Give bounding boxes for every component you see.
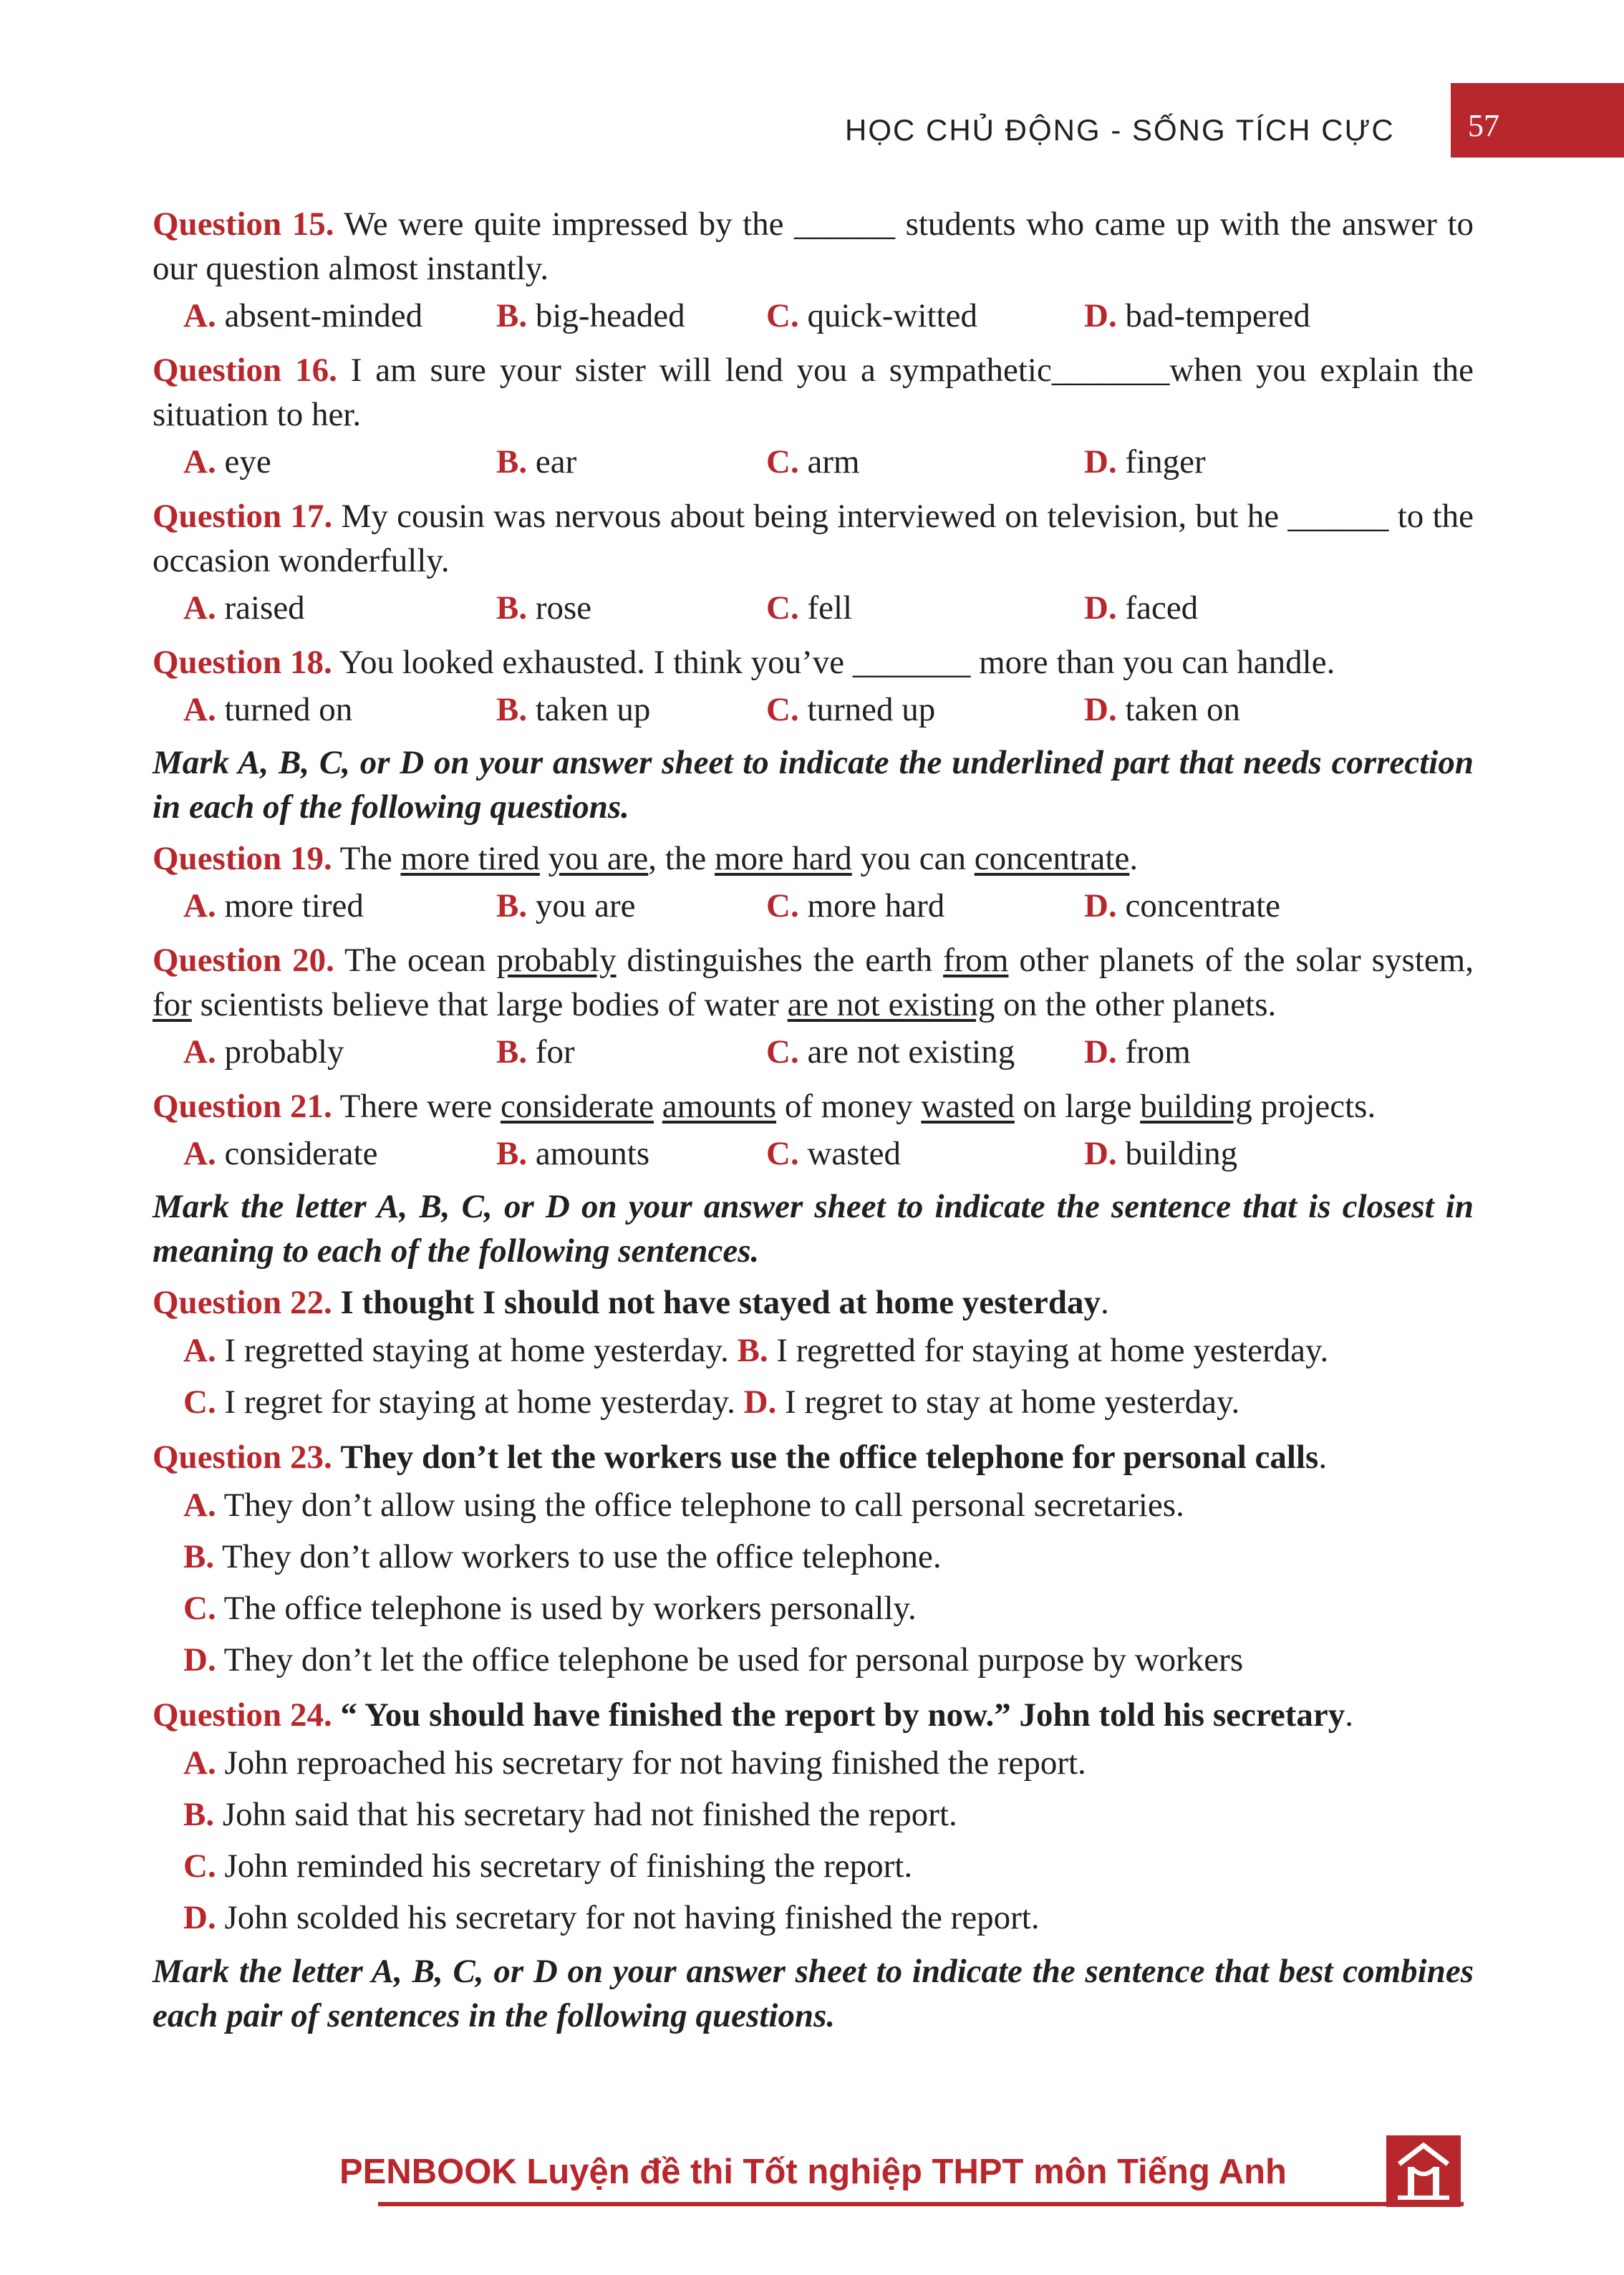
underlined-part: amounts xyxy=(662,1088,777,1125)
option-a[interactable]: A. turned on xyxy=(183,691,353,728)
question-label: Question 23. xyxy=(153,1439,332,1476)
option-d[interactable]: D. John scolded his secretary for not having finished the report. xyxy=(183,1899,1040,1936)
question-text: I thought I should not have stayed at home yesterday xyxy=(340,1284,1101,1321)
option-c[interactable]: C. quick-witted xyxy=(766,297,978,334)
question-label: Question 19. xyxy=(153,840,332,877)
question-20: Question 20. The ocean probably distinguishes the earth from other planets of the solar system, for scientists believe that large bodies of water are not existing on the other planets. xyxy=(153,942,1474,1023)
option-d[interactable]: D. building xyxy=(1084,1135,1238,1172)
options-row xyxy=(153,881,1474,931)
underlined-part: more tired xyxy=(400,840,540,877)
question-15 xyxy=(153,202,1474,291)
footer-divider xyxy=(378,2202,1464,2206)
question-label: Question 16. xyxy=(153,352,337,389)
question-21: Question 21. There were considerate amounts of money wasted on large building projects. xyxy=(153,1088,1376,1125)
question-text: My cousin was nervous about being interviewed on television, but he ______ to the occasion wonderfully. xyxy=(153,498,1474,579)
question-text: “ You should have finished the report by now.” John told his secretary xyxy=(340,1696,1345,1734)
option-c[interactable]: C. wasted xyxy=(766,1135,901,1172)
option-a[interactable]: A. eye xyxy=(183,443,271,480)
option-c[interactable]: C. are not existing xyxy=(766,1033,1015,1071)
underlined-part: you are xyxy=(548,840,649,877)
option-b[interactable]: B. rose xyxy=(496,589,592,627)
options-row xyxy=(153,437,1474,487)
underlined-part: from xyxy=(943,942,1009,979)
question-label: Question 24. xyxy=(153,1696,332,1734)
option-a[interactable]: A. probably xyxy=(183,1033,344,1071)
options-row xyxy=(153,1027,1474,1077)
question-label: Question 21. xyxy=(153,1088,332,1125)
question-text: We were quite impressed by the ______ students who came up with the answer to our question almost instantly. xyxy=(153,206,1474,287)
option-b[interactable]: B. I regretted for staying at home yesterday. xyxy=(737,1332,1329,1369)
option-b[interactable]: B. for xyxy=(496,1033,575,1071)
footer-title: PENBOOK Luyện đề thi Tốt nghiệp THPT môn Tiếng Anh xyxy=(339,2153,1287,2191)
option-d[interactable]: D. concentrate xyxy=(1084,887,1281,924)
option-d[interactable]: D. from xyxy=(1084,1033,1191,1071)
section-instruction: Mark A, B, C, or D on your answer sheet to indicate the underlined part that needs correction in each of the following questions. xyxy=(153,744,1474,826)
option-a[interactable]: A. more tired xyxy=(183,887,364,924)
option-d[interactable]: D. They don’t let the office telephone be used for personal purpose by workers xyxy=(183,1641,1244,1679)
header-title: HỌC CHỦ ĐỘNG - SỐNG TÍCH CỰC xyxy=(845,113,1395,147)
question-label: Question 17. xyxy=(153,498,333,535)
question-23: Question 23. They don’t let the workers use the office telephone for personal calls. xyxy=(153,1439,1328,1476)
underlined-part: concentrate xyxy=(974,840,1130,877)
option-b[interactable]: B. ear xyxy=(496,443,577,480)
underlined-part: building xyxy=(1140,1088,1252,1125)
option-c[interactable]: C. The office telephone is used by workers personally. xyxy=(183,1590,917,1627)
options-row xyxy=(153,291,1474,341)
option-a[interactable]: A. They don’t allow using the office telephone to call personal secretaries. xyxy=(183,1487,1184,1524)
question-label: Question 15. xyxy=(153,206,334,243)
underlined-part: considerate xyxy=(501,1088,654,1125)
option-d[interactable]: D. finger xyxy=(1084,443,1206,480)
question-text: You looked exhausted. I think you’ve _______ more than you can handle. xyxy=(339,644,1335,681)
option-b[interactable]: B. amounts xyxy=(496,1135,650,1172)
section-instruction: Mark the letter A, B, C, or D on your answer sheet to indicate the sentence that best combines each pair of sentences in the following questions. xyxy=(153,1953,1474,2034)
option-a[interactable]: A. John reproached his secretary for not having finished the report. xyxy=(183,1744,1086,1782)
underlined-part: for xyxy=(153,986,192,1023)
question-16 xyxy=(153,348,1474,437)
underlined-part: probably xyxy=(496,942,617,979)
question-19: Question 19. The more tired you are, the more hard you can concentrate. xyxy=(153,840,1139,877)
options-row xyxy=(153,583,1474,633)
option-a[interactable]: A. I regretted staying at home yesterday. xyxy=(183,1332,729,1369)
options-row xyxy=(153,1129,1474,1179)
question-label: Question 18. xyxy=(153,644,332,681)
question-17 xyxy=(153,494,1474,583)
question-18 xyxy=(153,640,1474,685)
option-d[interactable]: D. I regret to stay at home yesterday. xyxy=(743,1383,1240,1421)
option-b[interactable]: B. John said that his secretary had not finished the report. xyxy=(183,1796,957,1833)
question-text: I am sure your sister will lend you a sympathetic_______when you explain the situation to her. xyxy=(153,352,1474,433)
option-b[interactable]: B. you are xyxy=(496,887,636,924)
option-c[interactable]: C. more hard xyxy=(766,887,945,924)
underlined-part: wasted xyxy=(921,1088,1015,1125)
option-c[interactable]: C. I regret for staying at home yesterday. xyxy=(183,1383,735,1421)
question-22: Question 22. I thought I should not have stayed at home yesterday. xyxy=(153,1284,1109,1321)
page-number: 57 xyxy=(1468,108,1499,143)
option-a[interactable]: A. absent-minded xyxy=(183,297,423,334)
option-d[interactable]: D. taken on xyxy=(1084,691,1240,728)
option-b[interactable]: B. taken up xyxy=(496,691,651,728)
section-instruction: Mark the letter A, B, C, or D on your answer sheet to indicate the sentence that is closest in meaning to each of the following sentences. xyxy=(153,1188,1474,1270)
question-label: Question 22. xyxy=(153,1284,332,1321)
options-row xyxy=(153,685,1474,735)
question-text: They don’t let the workers use the office telephone for personal calls xyxy=(340,1439,1319,1476)
underlined-part: more hard xyxy=(714,840,852,877)
option-d[interactable]: D. faced xyxy=(1084,589,1199,627)
question-24: Question 24. “ You should have finished the report by now.” John told his secretary. xyxy=(153,1696,1353,1734)
option-c[interactable]: C. arm xyxy=(766,443,860,480)
option-c[interactable]: C. John reminded his secretary of finishing the report. xyxy=(183,1847,913,1885)
option-a[interactable]: A. raised xyxy=(183,589,305,627)
options-row xyxy=(153,1376,1474,1428)
exam-content xyxy=(153,195,1474,2038)
option-b[interactable]: B. They don’t allow workers to use the office telephone. xyxy=(183,1538,942,1575)
question-label: Question 20. xyxy=(153,942,334,979)
option-c[interactable]: C. fell xyxy=(766,589,853,627)
house-logo-icon xyxy=(1386,2135,1461,2207)
underlined-part: are not existing xyxy=(787,986,995,1023)
option-d[interactable]: D. bad-tempered xyxy=(1084,297,1310,334)
option-a[interactable]: A. considerate xyxy=(183,1135,378,1172)
option-b[interactable]: B. big-headed xyxy=(496,297,685,334)
option-c[interactable]: C. turned up xyxy=(766,691,936,728)
options-row xyxy=(153,1325,1474,1376)
